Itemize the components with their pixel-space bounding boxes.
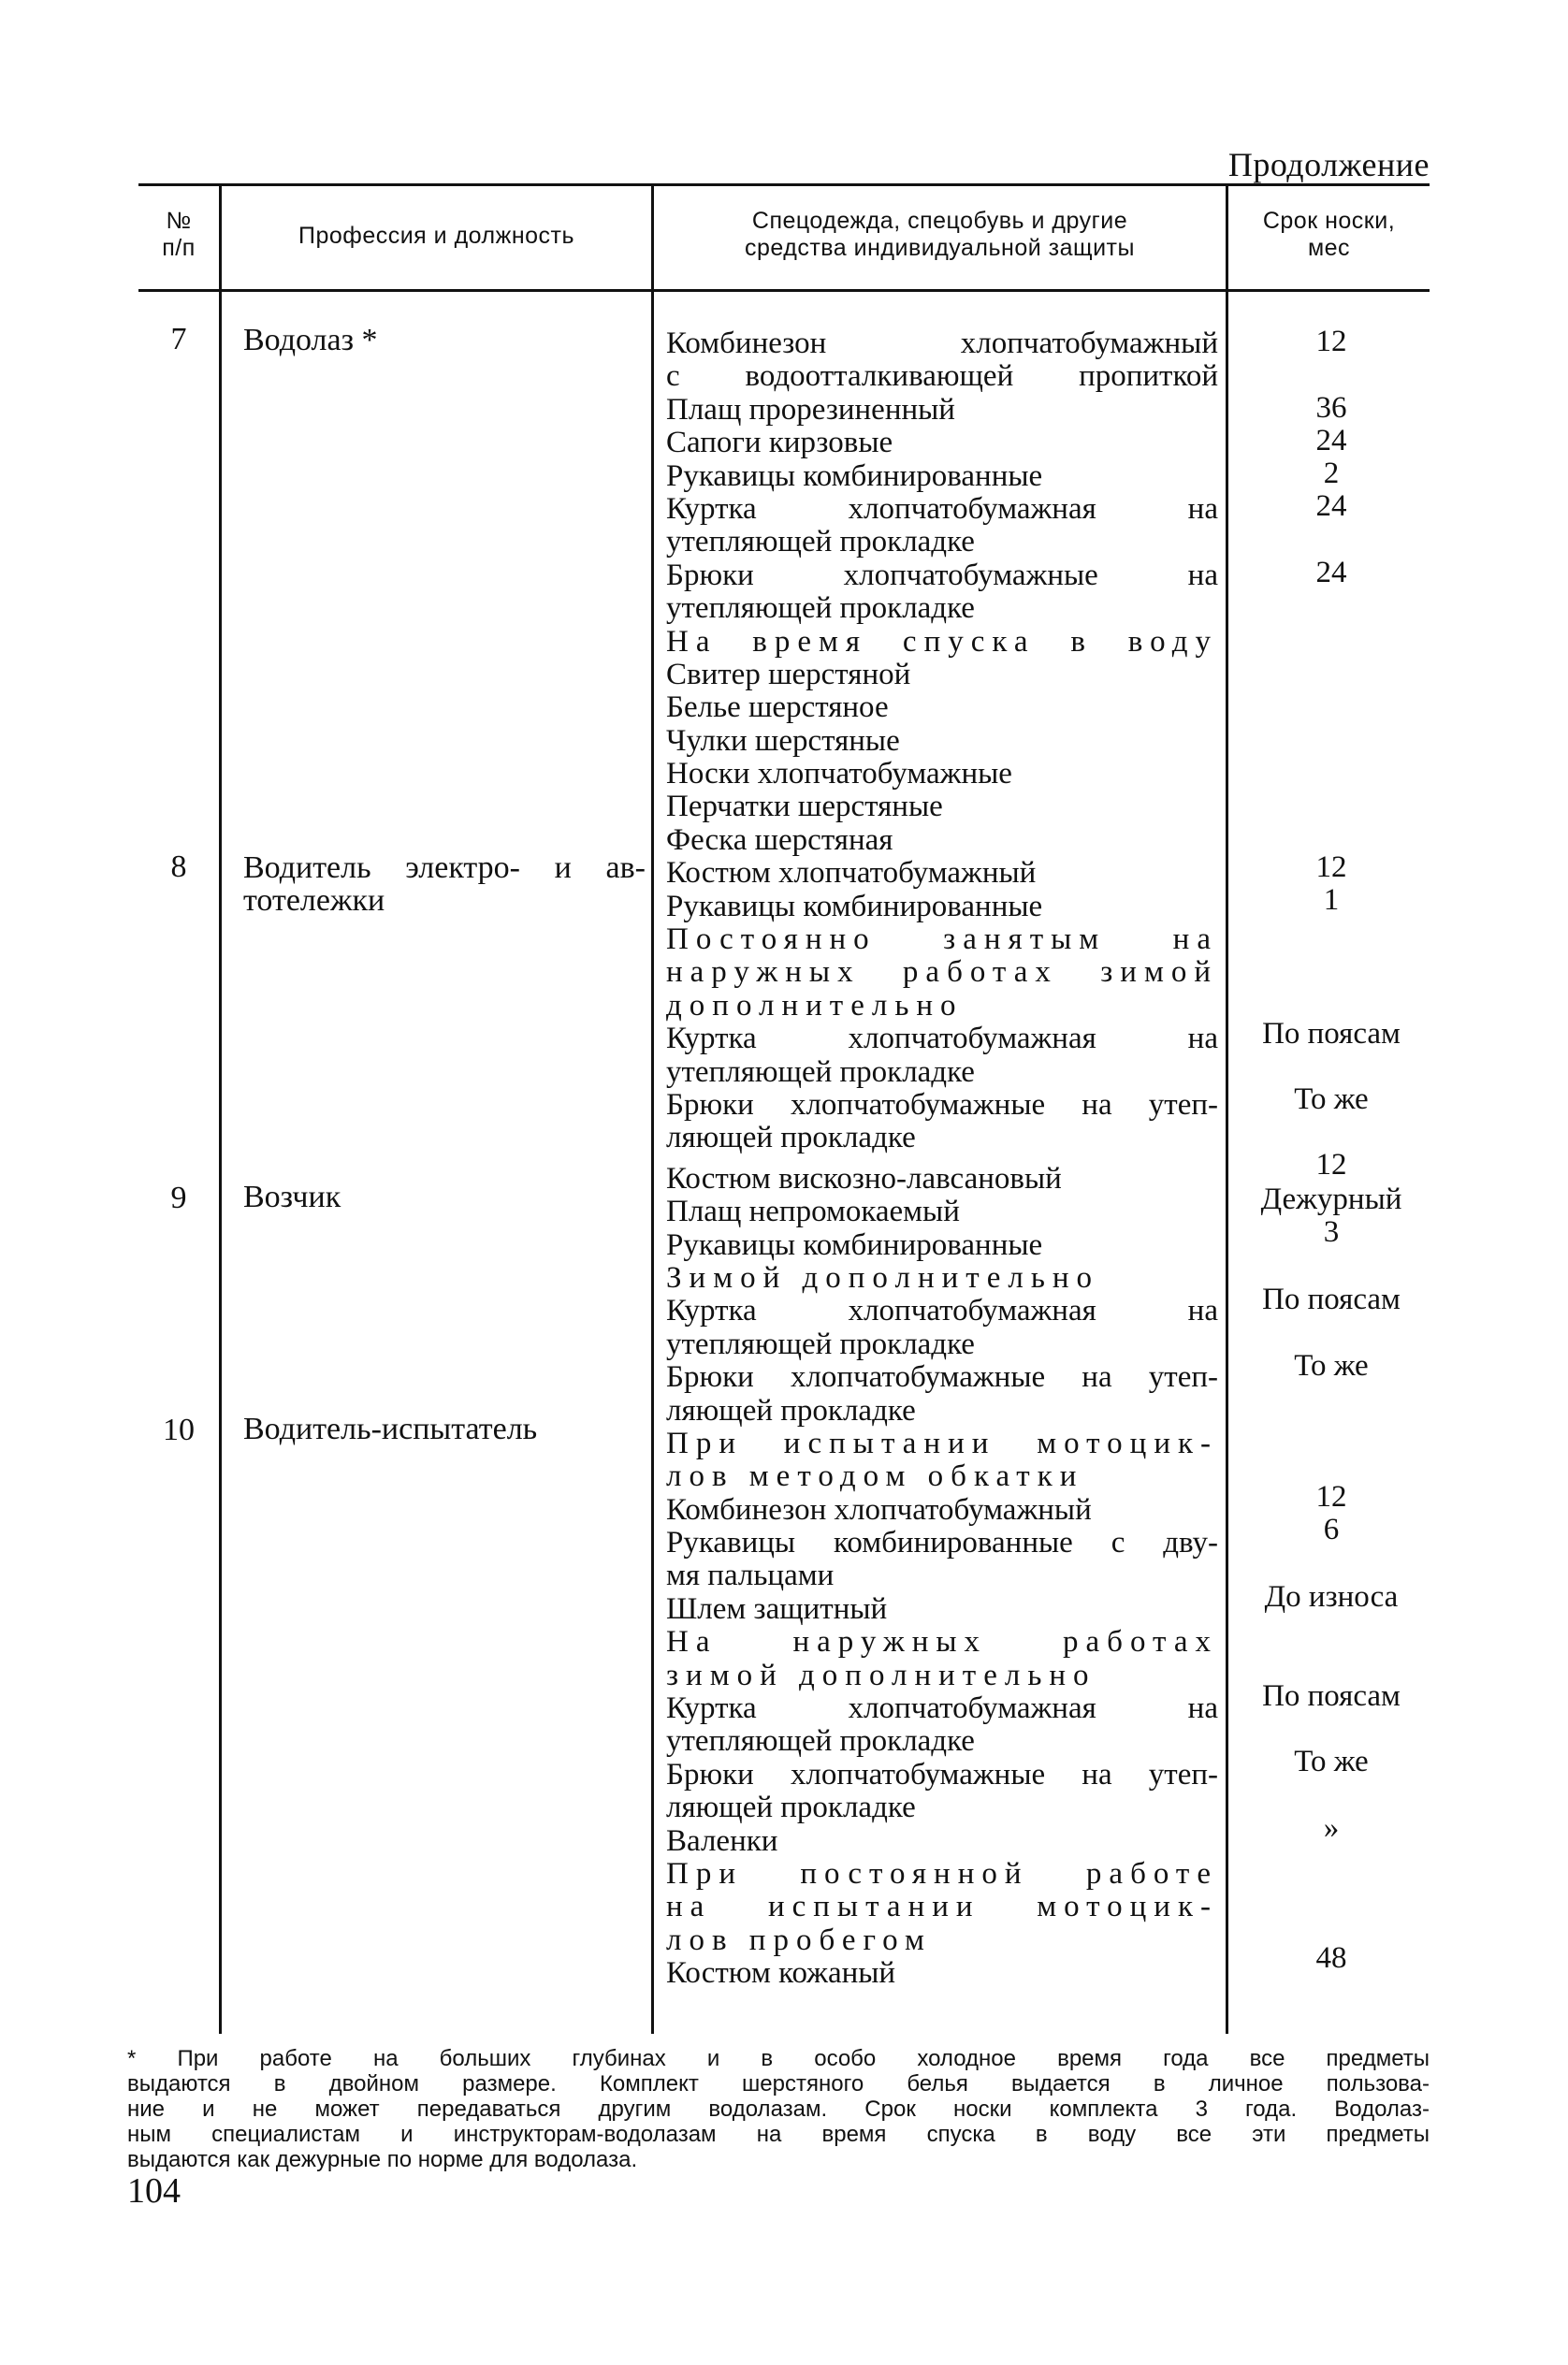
list-item: Рукавицы комбинированные с дву- [666, 1526, 1218, 1560]
list-item: утепляющей прокладке [666, 1724, 975, 1759]
list-item: Свитер шерстяной [666, 657, 911, 691]
list-item: При постоянной работе [666, 1856, 1218, 1891]
list-item: Чулки шерстяные [666, 723, 900, 758]
term-value: То же [1294, 1349, 1369, 1383]
term-value: 2 [1323, 457, 1340, 490]
list-item: Белье шерстяное [666, 690, 889, 725]
list-item: Зимой дополнительно [666, 1260, 1100, 1295]
header-equipment: Спецодежда, спецобувь и другие средства индивидуальной защиты [745, 208, 1135, 261]
row-number-9: 9 [170, 1181, 187, 1215]
list-item: лов методом обкатки [666, 1459, 1084, 1494]
list-item: утепляющей прокладке [666, 1327, 975, 1361]
profession-diver: Водолаз * [243, 323, 378, 357]
equipment-list [666, 327, 1218, 1991]
list-item: Брюки хлопчатобумажные на [666, 558, 1218, 592]
list-item: мя пальцами [666, 1559, 835, 1593]
term-value: 6 [1323, 1513, 1340, 1546]
list-item: Комбинезон хлопчатобумажный [666, 326, 1218, 360]
list-item: Плащ непромокаемый [666, 1195, 960, 1229]
list-item: Сапоги кирзовые [666, 426, 893, 460]
list-item: Валенки [666, 1823, 778, 1858]
term-value: То же [1294, 1745, 1369, 1778]
header-bottom-rule [138, 289, 1430, 292]
list-item: Костюм вискозно-лавсановый [666, 1161, 1062, 1196]
list-item: наружных работах зимой [666, 955, 1218, 990]
term-value: По поясам [1262, 1017, 1401, 1051]
header-num: № п/п [162, 208, 196, 261]
term-value: 1 [1323, 883, 1340, 917]
term-value: 24 [1315, 489, 1347, 523]
term-value: 3 [1323, 1215, 1340, 1249]
column-divider-1 [219, 186, 222, 2034]
footnote-line: ние и не может передаваться другим водолазам. Срок носки комплекта 3 года. Водолаз- [127, 2097, 1430, 2122]
list-item: Брюки хлопчатобумажные на утеп- [666, 1757, 1218, 1792]
list-item: Куртка хлопчатобумажная на [666, 1691, 1218, 1726]
list-item: зимой дополнительно [666, 1658, 1096, 1692]
header-profession: Профессия и должность [298, 223, 575, 249]
term-value: Дежурный [1260, 1182, 1402, 1216]
column-divider-2 [651, 186, 654, 2034]
column-divider-3 [1226, 186, 1228, 2034]
list-item: Брюки хлопчатобумажные на утеп- [666, 1360, 1218, 1395]
term-value: 12 [1315, 1148, 1347, 1182]
continuation-label: Продолжение [1227, 146, 1430, 183]
list-item: Комбинезон хлопчатобумажный [666, 1492, 1092, 1527]
list-item: Рукавицы комбинированные [666, 458, 1043, 493]
profession-cart-driver: Водитель электро- и ав- тотележки [243, 850, 646, 918]
term-value: То же [1294, 1082, 1369, 1116]
list-item: Рукавицы комбинированные [666, 889, 1043, 923]
footnote [127, 2046, 1430, 2172]
row-number-7: 7 [170, 322, 187, 356]
list-item: ляющей прокладке [666, 1121, 916, 1155]
term-value: По поясам [1262, 1283, 1401, 1316]
term-value: 24 [1315, 556, 1347, 589]
list-item: с водоотталкивающей пропиткой [666, 359, 1218, 394]
page-number: 104 [127, 2171, 181, 2211]
list-item: дополнительно [666, 988, 964, 1023]
list-item: Куртка хлопчатобумажная на [666, 1022, 1218, 1056]
profession-test-driver: Водитель-испытатель [243, 1412, 538, 1446]
list-item: На наружных работах [666, 1625, 1218, 1660]
term-value: 12 [1315, 325, 1347, 358]
table-top-rule [138, 183, 1430, 186]
footnote-line: выдаются как дежурные по норме для водолаза. [127, 2147, 638, 2172]
list-item: Брюки хлопчатобумажные на утеп- [666, 1087, 1218, 1122]
list-item: Феска шерстяная [666, 822, 893, 857]
footnote-line: * При работе на больших глубинах и в особо холодное время года все предметы [127, 2046, 1430, 2071]
term-value: По поясам [1262, 1679, 1401, 1713]
list-item: утепляющей прокладке [666, 1054, 975, 1089]
list-item: Постоянно занятым на [666, 922, 1218, 957]
footnote-line: ным специалистам и инструкторам-водолазам на время спуска в воду все эти предметы [127, 2122, 1430, 2147]
list-item: Куртка хлопчатобумажная на [666, 491, 1218, 526]
header-term: Срок носки, мес [1262, 208, 1396, 261]
list-item: ляющей прокладке [666, 1393, 916, 1428]
row-number-10: 10 [163, 1413, 195, 1447]
list-item: Костюм кожаный [666, 1956, 896, 1991]
list-item: утепляющей прокладке [666, 525, 975, 559]
term-value: 36 [1315, 391, 1347, 425]
term-value: До износа [1264, 1580, 1399, 1614]
footnote-line: выдаются в двойном размере. Комплект шерстяного белья выдается в личное пользова- [127, 2071, 1430, 2097]
term-value: 12 [1315, 850, 1347, 884]
term-value: » [1323, 1811, 1340, 1845]
term-value: 48 [1315, 1941, 1347, 1975]
list-item: При испытании мотоцик- [666, 1426, 1218, 1460]
term-value: 12 [1315, 1480, 1347, 1514]
profession-carter: Возчик [243, 1180, 341, 1214]
list-item: Носки хлопчатобумажные [666, 757, 1012, 791]
list-item: Шлем защитный [666, 1591, 888, 1626]
term-value: 24 [1315, 424, 1347, 457]
row-number-8: 8 [170, 849, 187, 884]
list-item: Рукавицы комбинированные [666, 1227, 1043, 1262]
list-item: Костюм хлопчатобумажный [666, 856, 1037, 891]
list-item: ляющей прокладке [666, 1791, 916, 1825]
list-item: утепляющей прокладке [666, 591, 975, 626]
list-item: Куртка хлопчатобумажная на [666, 1294, 1218, 1328]
list-item: на испытании мотоцик- [666, 1890, 1218, 1924]
list-item: Перчатки шерстяные [666, 790, 943, 824]
list-item: На время спуска в воду [666, 624, 1218, 659]
list-item: Плащ прорезиненный [666, 392, 955, 427]
list-item: лов пробегом [666, 1922, 932, 1957]
